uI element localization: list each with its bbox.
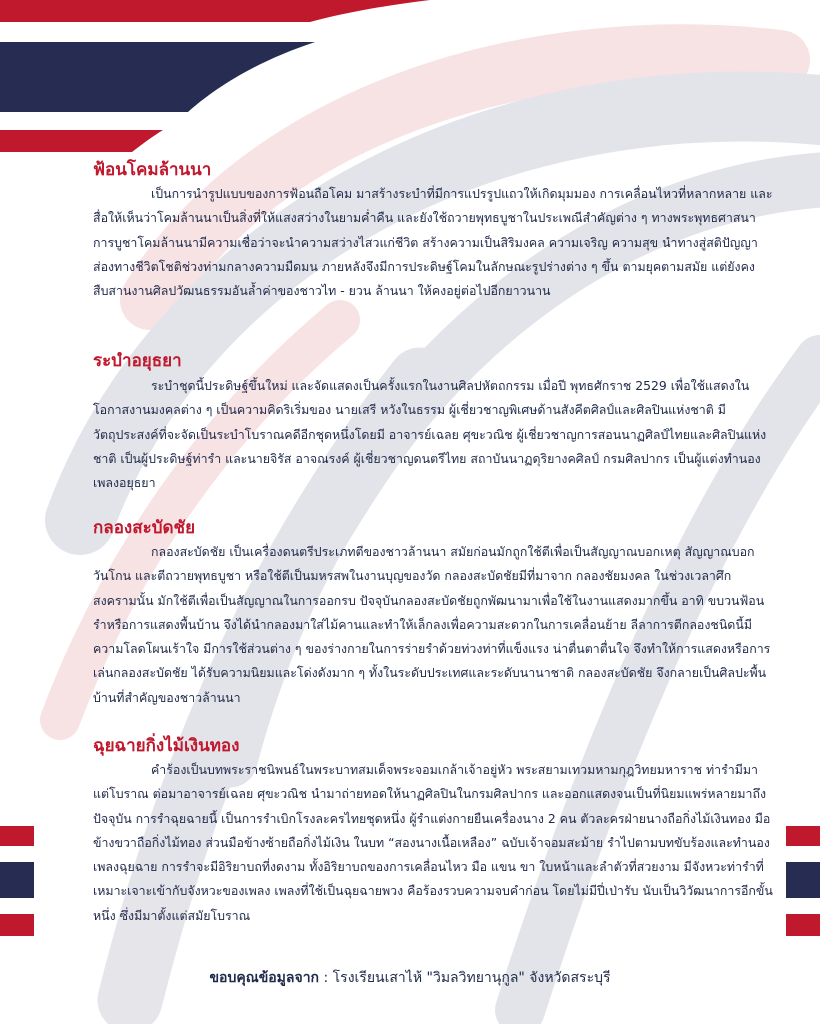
credit-footer <box>0 967 820 989</box>
credit-source: : โรงเรียนเสาไห้ "วิมลวิทยานุกูล" จังหวัดสระบุรี <box>319 970 611 986</box>
section-title-chuichai: ฉุยฉายกิ่งไม้เงินทอง <box>93 736 240 756</box>
section-title-fon-khom: ฟ้อนโคมล้านนา <box>93 160 212 180</box>
section-body-fon-khom: เป็นการนำรูปแบบของการฟ้อนถือโคม มาสร้างระบำที่มีการแปรรูปแถวให้เกิดมุมมอง การเคลื่อนไหวที่หลากหลาย และสื่อให้เห็นว่าโคมล้านนาเป็นสิ่งที่ให้แสงสว่างในยามค่ำคืน และยังใช้ถวายพุทธบูชาในประเพณีสำคัญต่าง ๆ ทางพระพุทธศาสนา การบูชาโคมล้านนามีความเชื่อว่าจะนำความสว่างไสวแก่ชีวิต สร้างความเป็นสิริมงคล ความเจริญ ความสุข นำทางสู่สติปัญญา ส่องทางชีวิตโชติช่วงท่ามกลางความมืดมน ภายหลังจึงมีการประดิษฐ์โคมในลักษณะรูปร่างต่าง ๆ ขึ้น ตามยุคตามสมัย แต่ยังคงสืบสานงานศิลปวัฒนธรรมอันล้ำค่าของชาวไท - ยวน ล้านนา ให้คงอยู่ต่อไปอีกยาวนาน <box>93 186 773 299</box>
section-body-chuichai: คำร้องเป็นบทพระราชนิพนธ์ในพระบาทสมเด็จพระจอมเกล้าเจ้าอยู่หัว พระสยามเทวมหามกุฎวิทยมหาราช ท่ารำมีมาแต่โบราณ ต่อมาอาจารย์เฉลย ศุขะวณิช นำมาถ่ายทอดให้นาฏศิลปินในกรมศิลปากร และออกแสดงจนเป็นที่นิยมแพร่หลายมาถึงปัจจุบัน การรำฉุยฉายนี้ เป็นการรำเบิกโรงละครไทยชุดหนึ่ง ผู้รำแต่งกายยืนเครื่องนาง 2 คน ตัวละครฝ่ายนางถือกิ่งไม้เงินทอง มือข้างขวาถือกิ่งไม้ทอง ส่วนมือข้างซ้ายถือกิ่งไม้เงิน ในบท “สองนางเนื้อเหลือง” ฉบับเจ้าจอมสะม้าย รำไปตามบทขับร้องและทำนองเพลงฉุยฉาย การรำจะมีอิริยาบถที่งดงาม ทั้งอิริยาบถของการเคลื่อนไหว มือ แขน ขา ใบหน้าและลำตัวที่สวยงาม มีจังหวะท่ารำที่เหมาะเจาะเข้ากับจังหวะของเพลง เพลงที่ใช้เป็นฉุยฉายพวง คือร้องรวบความจบคำก่อน โดยไม่มีปี่เป่ารับ นับเป็นวิวัฒนาการอีกขั้นหนึ่ง ซึ่งมีมาตั้งแต่สมัยโบราณ <box>93 762 773 923</box>
section-title-rabam-ayutthaya: ระบำอยุธยา <box>93 351 182 371</box>
section-body-rabam-ayutthaya: ระบำชุดนี้ประดิษฐ์ขึ้นใหม่ และจัดแสดงเป็นครั้งแรกในงานศิลปหัตถกรรม เมื่อปี พุทธศักราช 2529 เพื่อใช้แสดงในโอกาสงานมงคลต่าง ๆ เป็นความคิดริเริ่มของ นายเสรี หวังในธรรม ผู้เชี่ยวชาญพิเศษด้านสังคีตศิลป์และศิลปินแห่งชาติ มีวัตถุประสงค์ที่จะจัดเป็นระบำโบราณคดีอีกชุดหนึ่งโดยมี อาจารย์เฉลย ศุขะวณิช ผู้เชี่ยวชาญการสอนนาฏศิลป์ไทยและศิลปินแห่งชาติ เป็นผู้ประดิษฐ์ท่ารำ และนายจิรัส อาจณรงค์ ผู้เชี่ยวชาญดนตรีไทย สถาบันนาฏดุริยางคศิลป์ กรมศิลปากร เป็นผู้แต่งทำนองเพลงอยุธยา <box>93 378 767 491</box>
credit-label: ขอบคุณข้อมูลจาก <box>209 970 320 986</box>
section-title-klong-sabatchai: กลองสะบัดชัย <box>93 518 196 538</box>
section-body-klong-sabatchai: กลองสะบัดชัย เป็นเครื่องดนตรีประเภทตีของชาวล้านนา สมัยก่อนมักถูกใช้ตีเพื่อเป็นสัญญาณบอกเหตุ สัญญาณบอกวันโกน และตีถวายพุทธบูชา หรือใช้ตีเป็นมหรสพในงานบุญของวัด กลองสะบัดชัยมีที่มาจาก กลองชัยมงคล ในช่วงเวลาศึกสงครามนั้น มักใช้ตีเพื่อเป็นสัญญาณในการออกรบ ปัจจุบันกลองสะบัดชัยถูกพัฒนามาเพื่อใช้ในงานแสดงมากขึ้น อาทิ ขบวนฟ้อนรำหรือการแสดงพื้นบ้าน จึงได้นำกลองมาใส่ไม้คานและทำให้เล็กลงเพื่อความสะดวกในการเคลื่อนย้าย ลีลาการตีกลองชนิดนี้มีความโลดโผนเร้าใจ มีการใช้ส่วนต่าง ๆ ของร่างกายในการร่ายรำด้วยท่วงท่าที่แข็งแรง น่าตื่นตาตื่นใจ จึงทำให้การแสดงหรือการเล่นกลองสะบัดชัย ได้รับความนิยมและโด่งดังมาก ๆ ทั้งในระดับประเทศและระดับนานาชาติ กลองสะบัดชัย จึงกลายเป็นศิลปะพื้นบ้านที่สำคัญของชาวล้านนา <box>93 544 771 705</box>
